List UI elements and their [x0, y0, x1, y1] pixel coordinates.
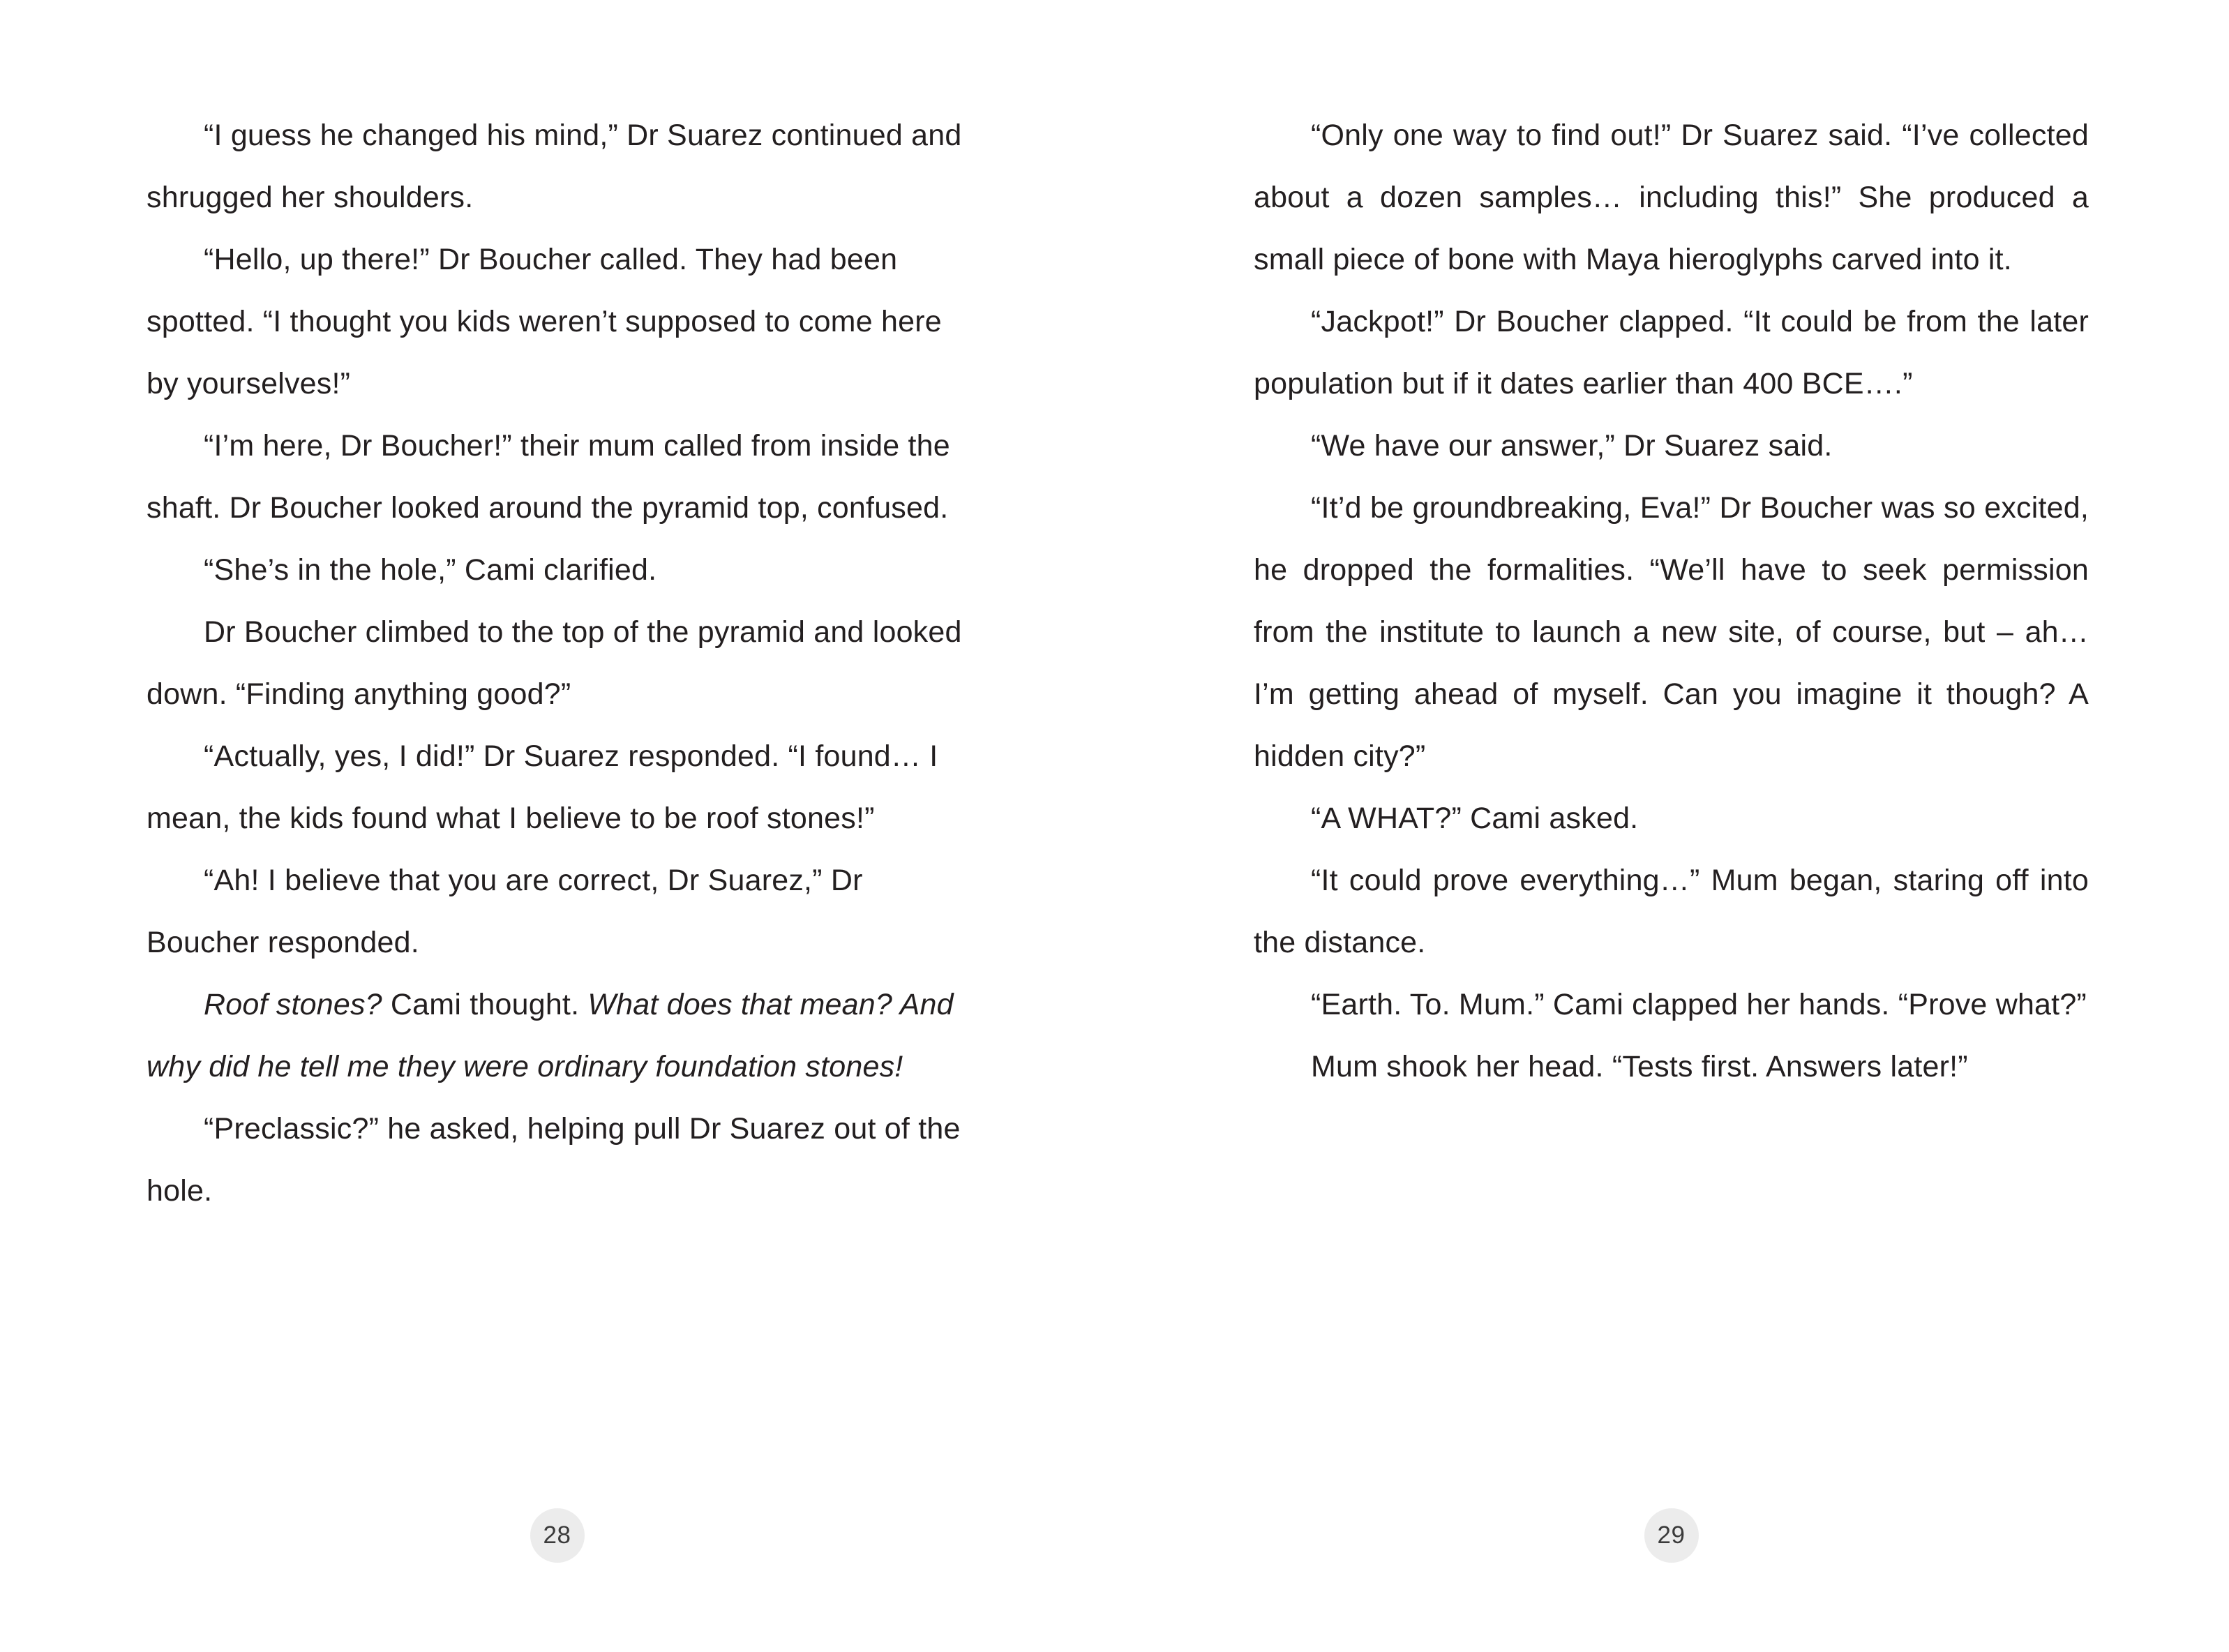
page-left-body — [147, 105, 982, 1222]
paragraph: Dr Boucher climbed to the top of the pyramid and looked down. “Finding anything good?” — [147, 615, 962, 711]
paragraph: “Earth. To. Mum.” Cami clapped her hands. “Prove what?” — [1311, 988, 2087, 1021]
paragraph: “I guess he changed his mind,” Dr Suarez continued and shrugged her shoulders. — [147, 119, 962, 214]
paragraph: “Hello, up there!” Dr Boucher called. They had been spotted. “I thought you kids weren’t supposed to come here by yourselves!” — [147, 243, 942, 400]
paragraph: “It could prove everything…” Mum began, staring off into the distance. — [1254, 864, 2089, 959]
paragraph: Mum shook her head. “Tests first. Answers later!” — [1311, 1050, 1968, 1083]
thought-fragment-2: What does that mean? And why did he tell me they were ordinary foundation stones! — [147, 988, 954, 1083]
page-number-container-left — [0, 1508, 1114, 1563]
page-left — [0, 0, 1114, 1652]
paragraph: “It’d be groundbreaking, Eva!” Dr Boucher was so excited, he dropped the formalities. “We’ll have to seek permission from the institute to launch a new site, of course, but – ah… I’m getting ahead of myself. Can you imagine it though? A hidden city?” — [1254, 491, 2089, 773]
thought-fragment-1: Roof stones? — [204, 988, 382, 1021]
thought-attribution: Cami thought. — [382, 988, 588, 1021]
paragraph: “Only one way to find out!” Dr Suarez said. “I’ve collected about a dozen samples… including this!” She produced a small piece of bone with Maya hieroglyphs carved into it. — [1254, 119, 2089, 276]
paragraph: “Jackpot!” Dr Boucher clapped. “It could be from the later population but if it dates earlier than 400 BCE….” — [1254, 305, 2089, 400]
paragraph: “I’m here, Dr Boucher!” their mum called from inside the shaft. Dr Boucher looked around the pyramid top, confused. — [147, 429, 950, 525]
page-number-container-right — [1114, 1508, 2228, 1563]
page-right-body — [1254, 105, 2089, 1098]
page-number: 28 — [530, 1508, 585, 1563]
paragraph: “We have our answer,” Dr Suarez said. — [1311, 429, 1833, 463]
paragraph: “Preclassic?” he asked, helping pull Dr Suarez out of the hole. — [147, 1112, 961, 1208]
paragraph-thought — [147, 974, 982, 1098]
paragraph: “Actually, yes, I did!” Dr Suarez responded. “I found… I mean, the kids found what I believe to be roof stones!” — [147, 739, 938, 835]
paragraph: “She’s in the hole,” Cami clarified. — [204, 553, 657, 587]
paragraph: “A WHAT?” Cami asked. — [1311, 802, 1639, 835]
page-right — [1114, 0, 2228, 1652]
paragraph: “Ah! I believe that you are correct, Dr Suarez,” Dr Boucher responded. — [147, 864, 863, 959]
page-number: 29 — [1644, 1508, 1699, 1563]
